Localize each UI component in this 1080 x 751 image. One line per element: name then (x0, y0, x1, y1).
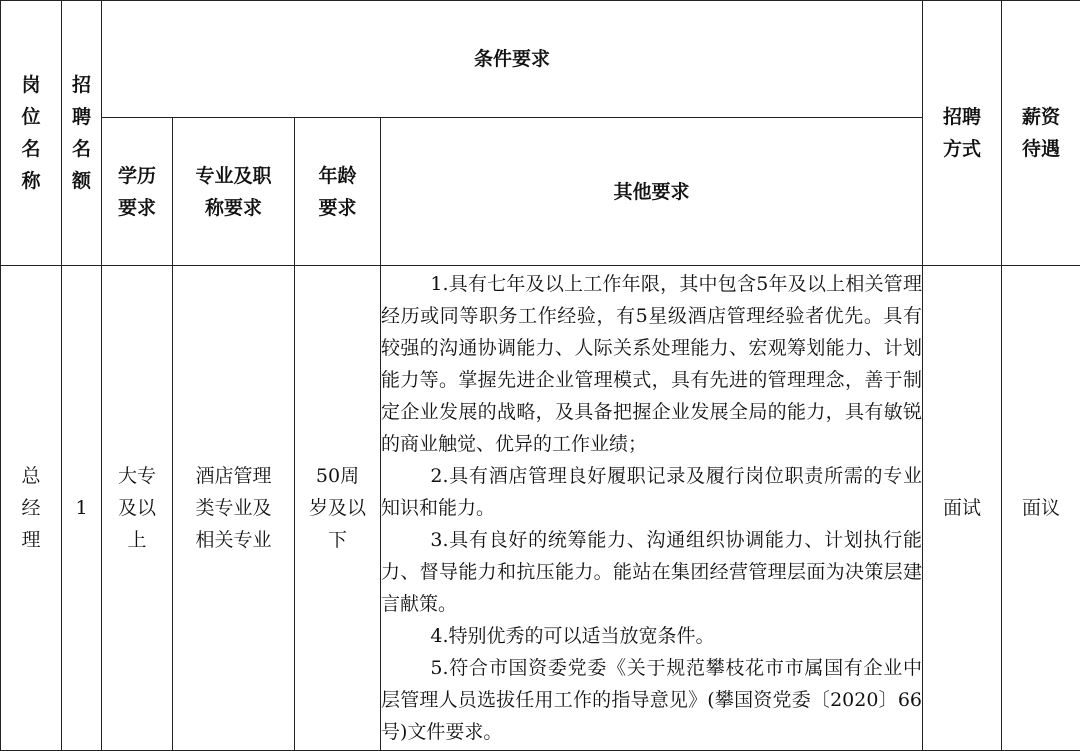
header-conditions: 条件要求 (102, 1, 923, 118)
requirement-item: 1.具有七年及以上工作年限，其中包含5年及以上相关管理经历或同等职务工作经验，有5星级酒店管理经验者优先。具有较强的沟通协调能力、人际关系处理能力、宏观筹划能力、计划能力等。掌握先进企业管理模式，具有先进的管理理念，善于制定企业发展的战略，及具备把握企业发展全局的能力，具有敏锐的商业触觉、优异的工作业绩； (381, 273, 923, 455)
cell-other-requirements (381, 266, 923, 751)
cell-major: 酒店管理类专业及相关专业 (173, 266, 295, 751)
requirement-item: 2.具有酒店管理良好履职记录及履行岗位职责所需的专业知识和能力。 (381, 465, 923, 519)
header-salary: 薪资待遇 (1002, 1, 1080, 266)
cell-method: 面试 (923, 266, 1002, 751)
header-method: 招聘方式 (923, 1, 1002, 266)
header-major: 专业及职称要求 (173, 118, 295, 266)
cell-age: 50周岁及以下 (295, 266, 381, 751)
requirement-item: 4.特别优秀的可以适当放宽条件。 (430, 625, 715, 647)
cell-quota: 1 (62, 266, 102, 751)
cell-post-name: 总经理 (1, 266, 62, 751)
header-row-1 (1, 1, 1080, 118)
cell-education: 大专及以上 (102, 266, 173, 751)
cell-salary: 面议 (1002, 266, 1080, 751)
header-age: 年龄要求 (295, 118, 381, 266)
requirement-item: 3.具有良好的统筹能力、沟通组织协调能力、计划执行能力、督导能力和抗压能力。能站在集团经营管理层面为决策层建言献策。 (381, 529, 923, 615)
table-row (1, 266, 1080, 751)
header-other: 其他要求 (381, 118, 923, 266)
header-post-name: 岗位名称 (1, 1, 62, 266)
header-quota: 招聘名额 (62, 1, 102, 266)
header-education: 学历要求 (102, 118, 173, 266)
header-row-2 (1, 118, 1080, 266)
requirement-item: 5.符合市国资委党委《关于规范攀枝花市市属国有企业中层管理人员选拔任用工作的指导意见》(攀国资党委〔2020〕66号)文件要求。 (381, 657, 923, 743)
